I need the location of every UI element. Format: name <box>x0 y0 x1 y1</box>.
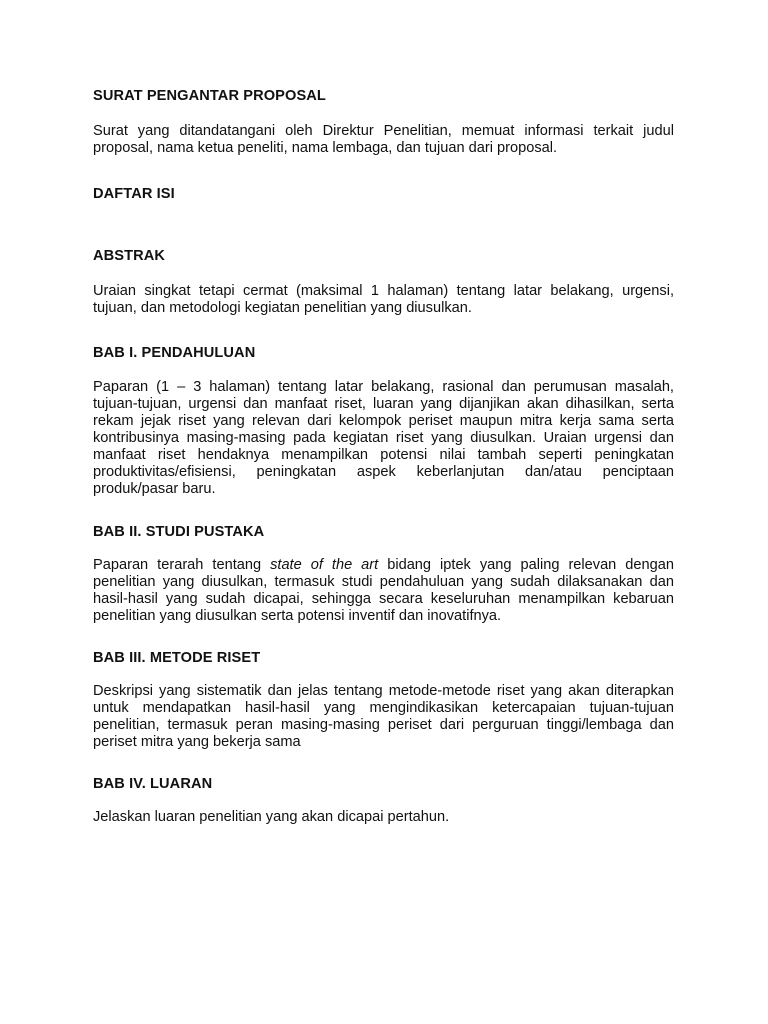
section-body-luaran: Jelaskan luaran penelitian yang akan dicapai pertahun. <box>93 809 450 825</box>
section-heading-studi-pustaka: BAB II. STUDI PUSTAKA <box>93 524 265 540</box>
document-page <box>93 87 674 826</box>
section-heading-abstrak: ABSTRAK <box>93 248 166 264</box>
section-body-abstrak: Uraian singkat tetapi cermat (maksimal 1 halaman) tentang latar belakang, urgensi, tujuan, dan metodologi kegiatan penelitian yang diusulkan. <box>93 283 674 316</box>
studi-pustaka-text-end: bidang iptek yang paling relevan dengan penelitian yang diusulkan, termasuk studi pendahuluan yang sudah dilaksanakan dan hasil-hasil yang sudah dicapai, sehingga secara keseluruhan menampilkan kebaruan penelitian yang diusulkan serta potensi inventif dan inovatifnya. <box>93 557 674 624</box>
studi-pustaka-text-start: Paparan terarah tentang <box>93 557 271 573</box>
section-heading-daftar-isi: DAFTAR ISI <box>93 186 175 202</box>
section-body-pendahuluan: Paparan (1 – 3 halaman) tentang latar belakang, rasional dan perumusan masalah, tujuan-tujuan, urgensi dan manfaat riset, luaran yang dijanjikan akan dihasilkan, serta rekam jejak riset yang relevan dari kelompok periset maupun mitra kerja sama serta kontribusinya masing-masing pada kegiatan riset yang diusulkan. Uraian urgensi dan manfaat riset hendaknya menampilkan potensi nilai tambah seperti peningkatan produktivitas/efisiensi, peningkatan aspek keberlanjutan dan/atau penciptaan produk/pasar baru. <box>93 379 674 497</box>
section-heading-luaran: BAB IV. LUARAN <box>93 776 213 792</box>
section-heading-pendahuluan: BAB I. PENDAHULUAN <box>93 345 256 361</box>
section-heading-metode-riset: BAB III. METODE RISET <box>93 650 261 666</box>
section-body-surat-pengantar: Surat yang ditandatangani oleh Direktur Penelitian, memuat informasi terkait judul proposal, nama ketua peneliti, nama lembaga, dan tujuan dari proposal. <box>93 123 674 156</box>
section-body-studi-pustaka <box>93 557 674 625</box>
section-heading-surat-pengantar: SURAT PENGANTAR PROPOSAL <box>93 88 326 104</box>
studi-pustaka-italic-term: state of the art <box>270 557 379 573</box>
section-body-metode-riset: Deskripsi yang sistematik dan jelas tentang metode-metode riset yang akan diterapkan untuk mendapatkan hasil-hasil yang mengindikasikan ketercapaian tujuan-tujuan penelitian, termasuk peran masing-masing periset dari perguruan tinggi/lembaga dan periset mitra yang bekerja sama <box>93 683 674 750</box>
